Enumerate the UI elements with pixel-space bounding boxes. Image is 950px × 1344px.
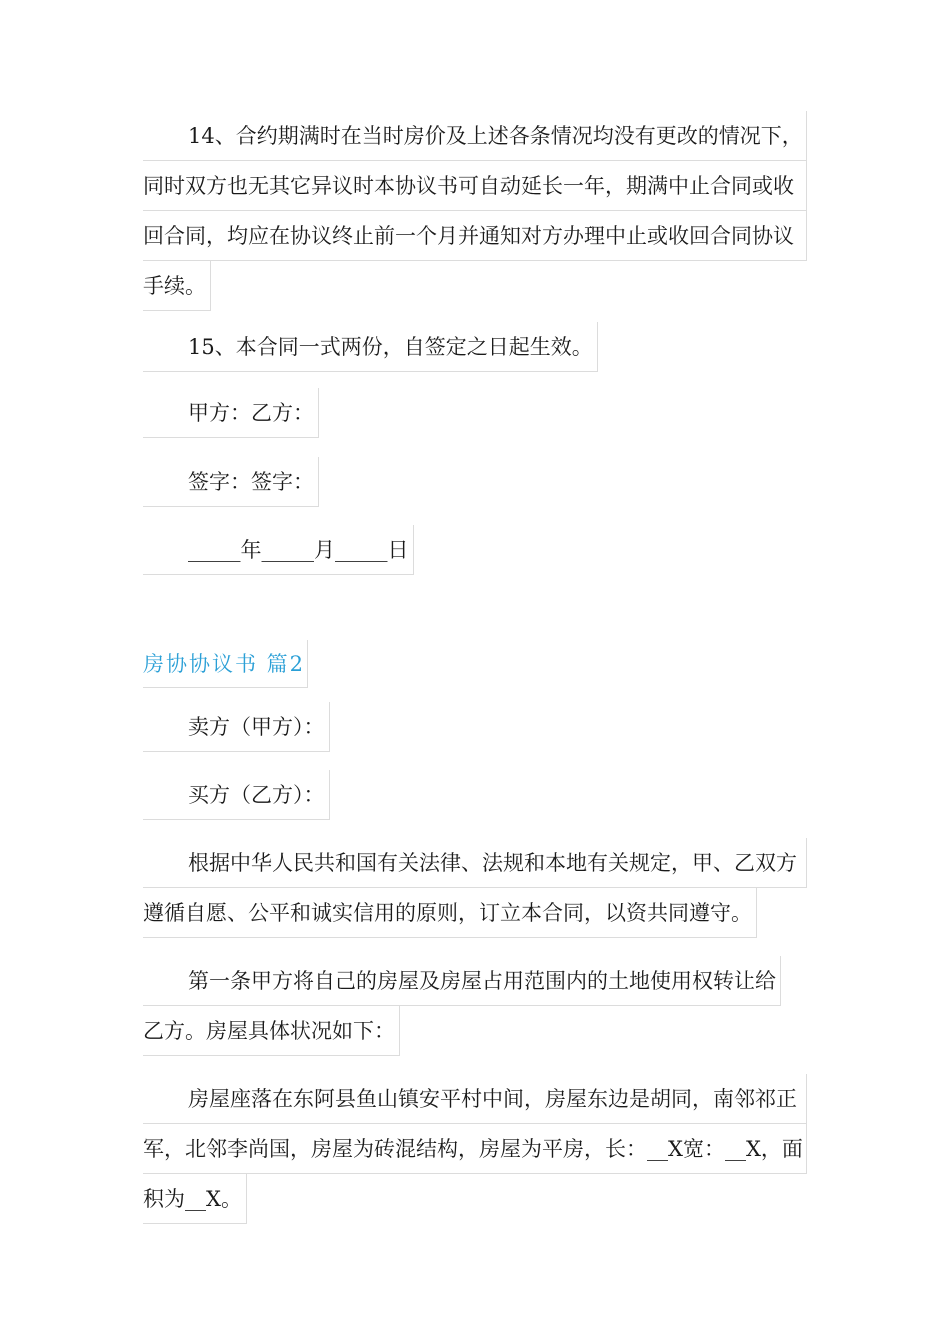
house-line-3: 积为__X。 bbox=[143, 1174, 247, 1224]
signature-line: 签字：签字： bbox=[143, 457, 319, 507]
date-line: _____年_____月_____日 bbox=[143, 525, 414, 575]
clause-14-line-4: 手续。 bbox=[143, 261, 211, 311]
house-line-2: 军，北邻李尚国，房屋为砖混结构，房屋为平房，长：__X宽：__X，面 bbox=[143, 1124, 807, 1174]
seller-line: 卖方（甲方）： bbox=[143, 702, 330, 752]
house-line-1: 房屋座落在东阿县鱼山镇安平村中间，房屋东边是胡同，南邻祁正 bbox=[143, 1074, 807, 1124]
buyer-line: 买方（乙方）： bbox=[143, 770, 330, 820]
parties-line: 甲方：乙方： bbox=[143, 388, 319, 438]
clause-14-line-1: 14、合约期满时在当时房价及上述各条情况均没有更改的情况下， bbox=[143, 111, 807, 161]
intro-line-1: 根据中华人民共和国有关法律、法规和本地有关规定，甲、乙双方 bbox=[143, 838, 807, 888]
clause-14-line-3: 回合同，均应在协议终止前一个月并通知对方办理中止或收回合同协议 bbox=[143, 211, 807, 261]
article-1-line-1: 第一条甲方将自己的房屋及房屋占用范围内的土地使用权转让给 bbox=[143, 956, 781, 1006]
section-heading: 房协协议书 篇2 bbox=[143, 640, 308, 688]
clause-15: 15、本合同一式两份，自签定之日起生效。 bbox=[143, 322, 598, 372]
intro-line-2: 遵循自愿、公平和诚实信用的原则，订立本合同，以资共同遵守。 bbox=[143, 888, 757, 938]
clause-14-line-2: 同时双方也无其它异议时本协议书可自动延长一年，期满中止合同或收 bbox=[143, 161, 807, 211]
article-1-line-2: 乙方。房屋具体状况如下： bbox=[143, 1006, 400, 1056]
